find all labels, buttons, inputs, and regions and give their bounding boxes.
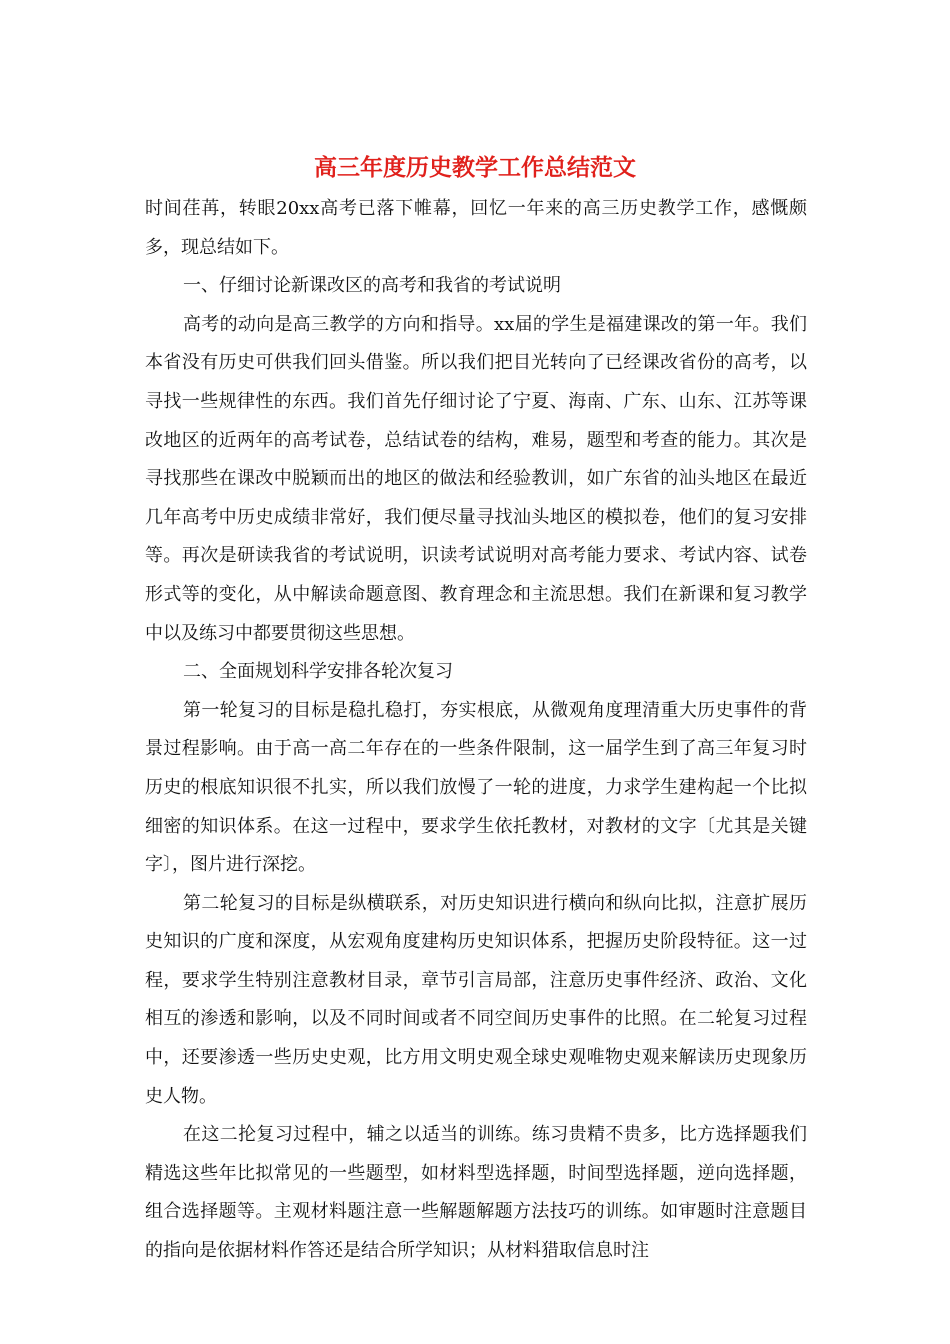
section-heading-2: 二、全面规划科学安排各轮次复习: [183, 661, 453, 683]
paragraph-training: 在这二抡复习过程中，辅之以适当的训练。练习贵精不贵多，比方选择题我们精选这些年比拟常见的一些题型，如材料型选择题，时间型选择题，逆向选择题，组合选择题等。主观材料题注意一些解题解题方法技巧的训练。如审题时注意题目的指向是依据材料作答还是结合所学知识；从材料猎取信息时注: [145, 1124, 807, 1262]
paragraph-intro: 时间荏苒，转眼20xx高考已落下帷幕，回忆一年来的高三历史教学工作，感慨颇多，现总结如下。: [145, 198, 807, 258]
paragraph-exam-research: 高考的动向是高三教学的方向和指导。xx届的学生是福建课改的第一年。我们本省没有历史可供我们回头借鉴。所以我们把目光转向了已经课改省份的高考，以寻找一些规律性的东西。我们首先仔细讨论了宁夏、海南、广东、山东、江苏等课改地区的近两年的高考试卷，总结试卷的结构，难易，题型和考查的能力。其次是寻找那些在课改中脱颖而出的地区的做法和经验教训，如广东省的汕头地区在最近几年高考中历史成绩非常好，我们便尽量寻找汕头地区的模拟卷，他们的复习安排等。再次是研读我省的考试说明，识读考试说明对高考能力要求、考试内容、试卷形式等的变化，从中解读命题意图、教育理念和主流思想。我们在新课和复习教学中以及练习中都要贯彻这些思想。: [145, 313, 807, 644]
document-body: [145, 190, 807, 1271]
section-heading-1: 一、仔细讨论新课改区的高考和我省的考试说明: [183, 275, 561, 297]
paragraph-first-round: 第一轮复习的目标是稳扎稳打，夯实根底，从微观角度理清重大历史事件的背景过程影响。由于高一高二年存在的一些条件限制，这一届学生到了高三年复习时历史的根底知识很不扎实，所以我们放慢了一轮的进度，力求学生建构起一个比拟细密的知识体系。在这一过程中，要求学生依托教材，对教材的文字〔尤其是关键字〕，图片进行深挖。: [145, 699, 807, 876]
paragraph-second-round: 第二轮复习的目标是纵横联系，对历史知识进行横向和纵向比拟，注意扩展历史知识的广度和深度，从宏观角度建构历史知识体系，把握历史阶段特征。这一过程，要求学生特别注意教材目录，章节引言局部，注意历史事件经济、政治、文化相互的渗透和影响，以及不同时间或者不同空间历史事件的比照。在二轮复习过程中，还要渗透一些历史史观，比方用文明史观全球史观唯物史观来解读历史现象历史人物。: [145, 892, 807, 1107]
document-title: 高三年度历史教学工作总结范文: [314, 154, 636, 181]
